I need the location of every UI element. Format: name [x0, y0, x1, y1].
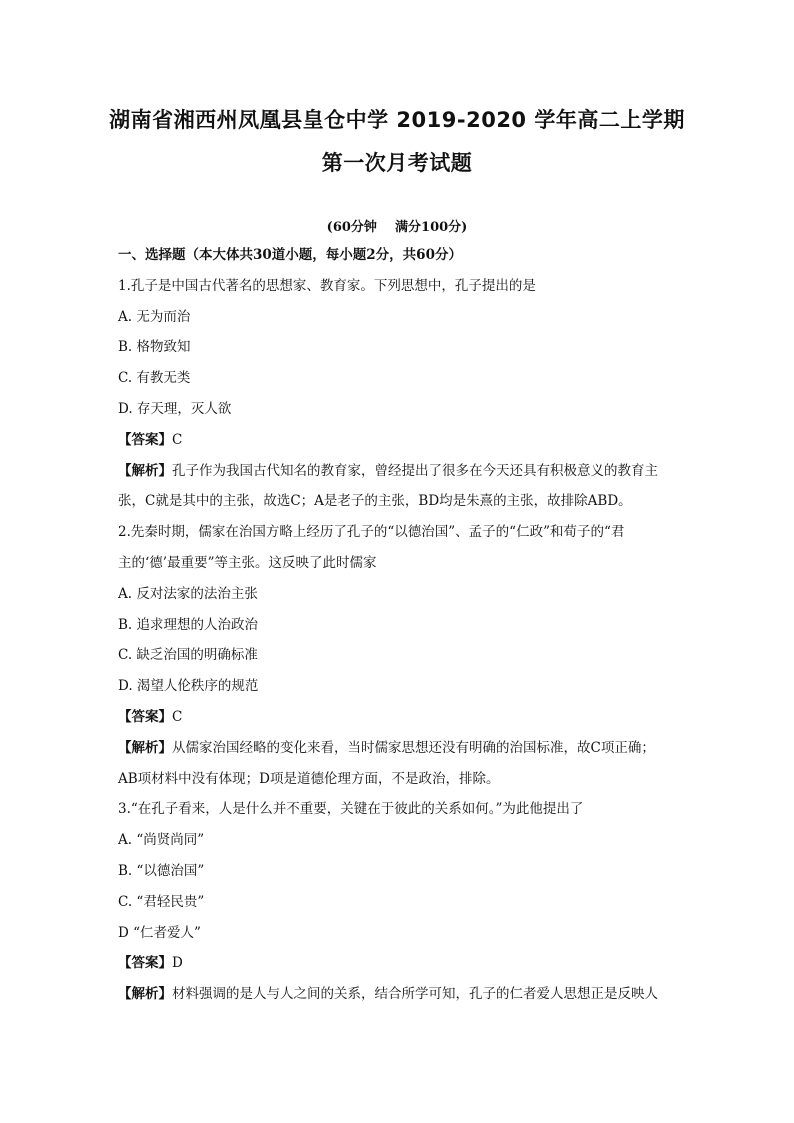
option-d: D. 渴望人伦秩序的规范: [118, 678, 259, 695]
analysis-line: [118, 979, 678, 1010]
option-c: C. 缺乏治国的明确标准: [118, 647, 258, 664]
exam-body: [118, 240, 678, 1010]
question-stem: 1.孔子是中国古代著名的思想家、教育家。下列思想中，孔子提出的是: [118, 277, 536, 294]
document-title-line1: 湖南省湘西州凤凰县皇仓中学 2019-2020 学年高二上学期: [109, 108, 685, 132]
answer-line: [118, 948, 678, 979]
question-2: [118, 517, 678, 794]
option-a: A. “尚贤尚同”: [118, 832, 205, 849]
answer-value: C: [172, 708, 183, 725]
answer-line: [118, 702, 678, 733]
option-a: A. 反对法家的法治主张: [118, 585, 258, 602]
option-d: D “仁者爱人”: [118, 924, 201, 941]
option-b: B. 格物致知: [118, 339, 191, 356]
question-1: [118, 271, 678, 517]
analysis-text: 孔子作为我国古代知名的教育家，曾经提出了很多在今天还具有积极意义的教育主: [172, 462, 658, 479]
answer-value: D: [172, 955, 183, 972]
option-c: C. 有教无类: [118, 370, 191, 387]
answer-tag: 【答案】: [118, 955, 172, 972]
analysis-tag: 【解析】: [118, 739, 172, 756]
option-b: B. “以德治国”: [118, 862, 205, 879]
answer-value: C: [172, 431, 183, 448]
analysis-line: [118, 456, 678, 487]
option-c: C. “君轻民贵”: [118, 893, 205, 910]
option-d: D. 存天理，灭人欲: [118, 400, 232, 417]
answer-line: [118, 425, 678, 456]
question-stem: 2.先秦时期，儒家在治国方略上经历了孔子的“以德治国”、孟子的“仁政”和荀子的“君: [118, 524, 625, 541]
section-header: 一、选择题（本大体共30道小题，每小题2分，共60分）: [118, 247, 462, 263]
option-a: A. 无为而治: [118, 308, 191, 325]
answer-tag: 【答案】: [118, 431, 172, 448]
analysis-text: 张，C就是其中的主张，故选C；A是老子的主张，BD均是朱熹的主张，故排除ABD。: [118, 493, 632, 510]
analysis-tag: 【解析】: [118, 986, 172, 1003]
analysis-tag: 【解析】: [118, 462, 172, 479]
answer-tag: 【答案】: [118, 708, 172, 725]
question-stem: 3.“在孔子看来，人是什么并不重要，关键在于彼此的关系如何。”为此他提出了: [118, 801, 584, 818]
analysis-text: AB项材料中没有体现；D项是道德伦理方面，不是政治，排除。: [118, 770, 500, 787]
exam-duration-score: (60分钟 满分100分): [326, 220, 468, 235]
analysis-text: 从儒家治国经略的变化来看，当时儒家思想还没有明确的治国标准，故C项正确；: [172, 739, 655, 756]
analysis-text: 材料强调的是人与人之间的关系，结合所学可知，孔子的仁者爱人思想正是反映人: [172, 986, 658, 1003]
option-b: B. 追求理想的人治政治: [118, 616, 259, 633]
document-title-line2: 第一次月考试题: [321, 151, 473, 175]
question-3: [118, 794, 678, 1010]
question-stem: 主的‘德’最重要”等主张。这反映了此时儒家: [118, 554, 377, 571]
analysis-line: [118, 733, 678, 764]
